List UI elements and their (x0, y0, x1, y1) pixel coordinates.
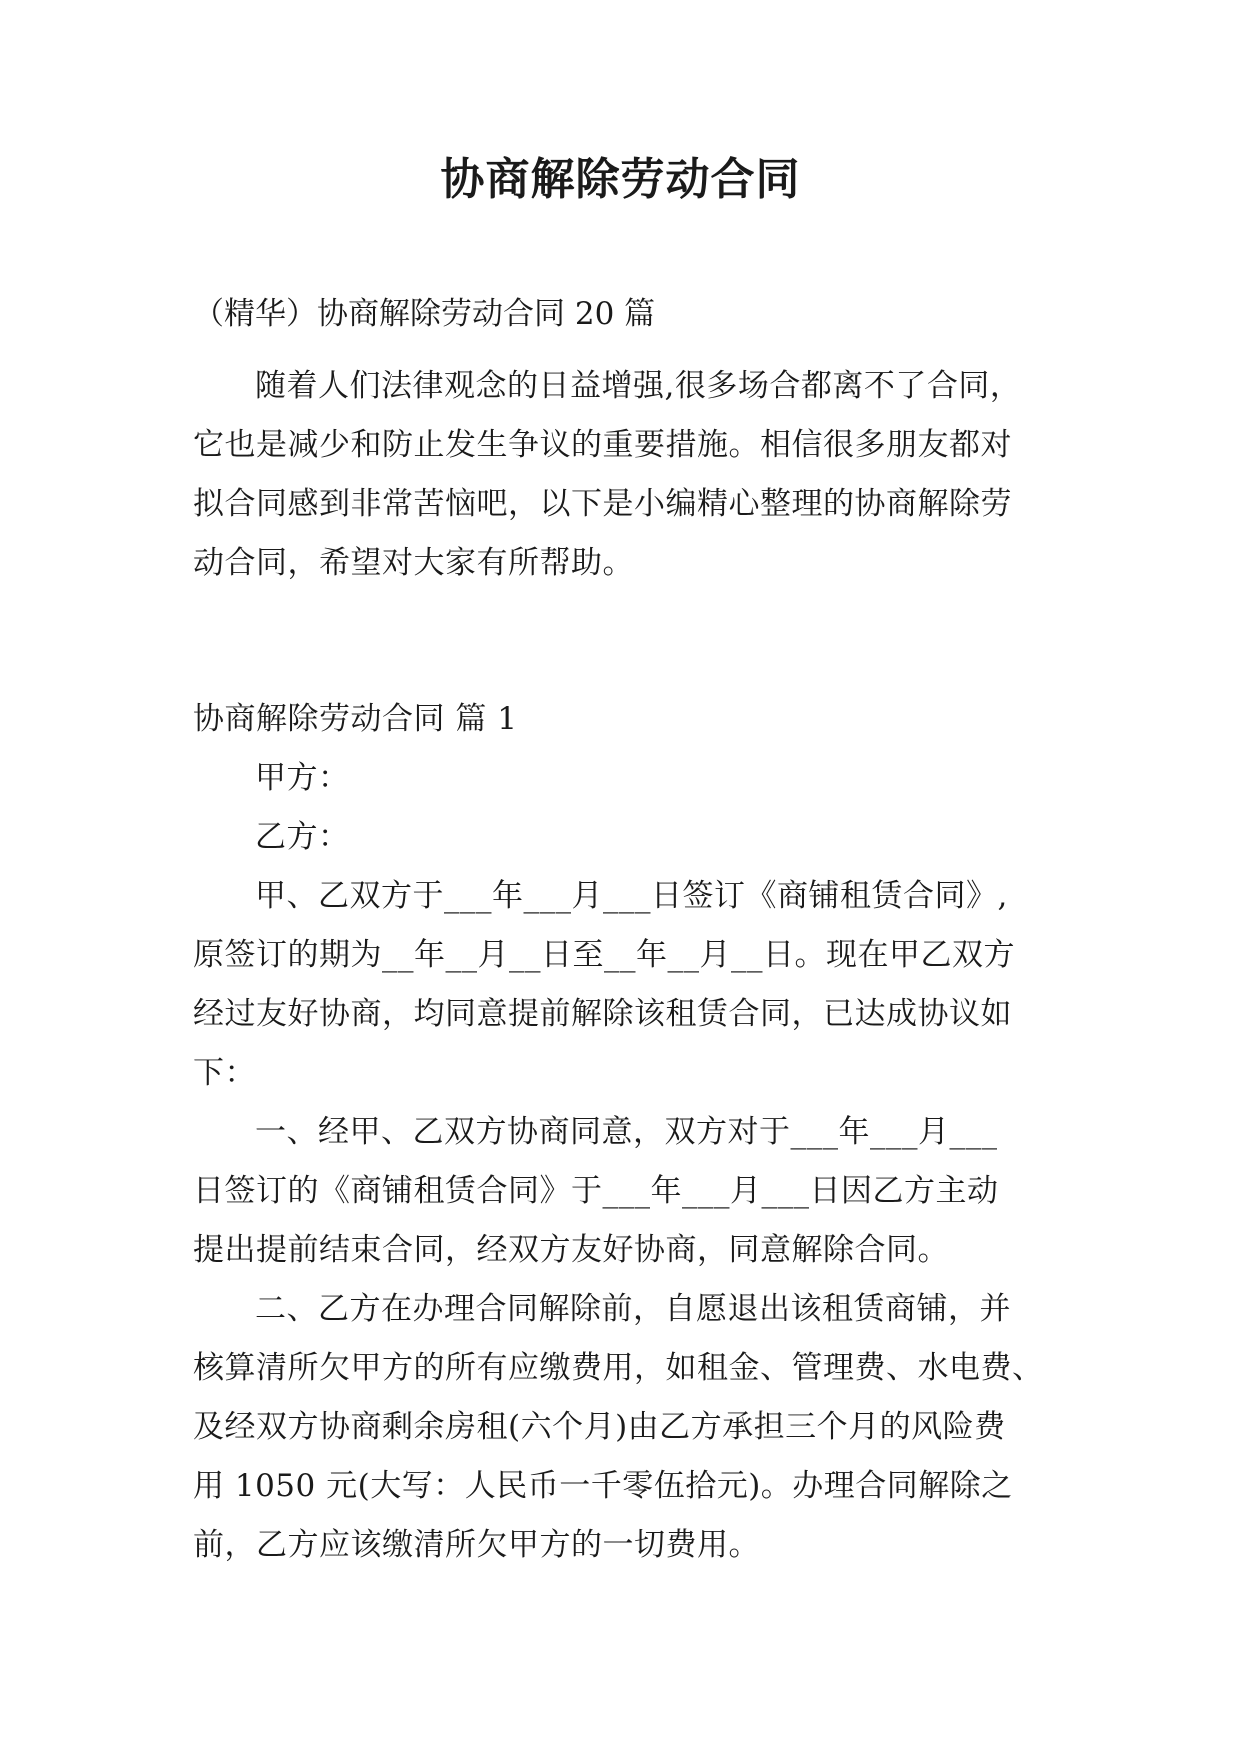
section-heading-block (193, 690, 1073, 867)
paragraph-line: 用 1050 元(大写：人民币一千零伍拾元)。办理合同解除之 (193, 1468, 1013, 1504)
paragraph-line: 经过友好协商，均同意提前解除该租赁合同，已达成协议如 (193, 996, 1012, 1032)
paragraph-line: 前，乙方应该缴清所欠甲方的一切费用。 (193, 1527, 760, 1563)
intro-line: 动合同，希望对大家有所帮助。 (193, 545, 634, 581)
paragraph-line: 提出提前结束合同，经双方友好协商，同意解除合同。 (193, 1232, 949, 1268)
paragraph-line: 一、经甲、乙双方协商同意，双方对于___年___月___ (255, 1114, 998, 1150)
document-title: 协商解除劳动合同 (440, 154, 801, 205)
paragraph-line: 日签订的《商铺租赁合同》于___年___月___日因乙方主动 (193, 1173, 999, 1209)
agreement-clause-2 (193, 1280, 1073, 1575)
intro-paragraph (193, 357, 1073, 593)
paragraph-line: 及经双方协商剩余房租(六个月)由乙方承担三个月的风险费 (193, 1409, 1006, 1445)
intro-line: 随着人们法律观念的日益增强,很多场合都离不了合同， (255, 368, 1022, 404)
paragraph-line: 二、乙方在办理合同解除前，自愿退出该租赁商铺，并 (255, 1291, 1011, 1327)
paragraph-line: 原签订的期为__年__月__日至__年__月__日。现在甲乙双方 (193, 937, 1015, 973)
intro-line: 它也是减少和防止发生争议的重要措施。相信很多朋友都对 (193, 427, 1012, 463)
party-b-label: 乙方： (255, 819, 350, 855)
paragraph-line: 甲、乙双方于___年___月___日签订《商铺租赁合同》, (255, 878, 1008, 914)
agreement-clause-1 (193, 1103, 1073, 1280)
party-a-label: 甲方： (255, 760, 350, 796)
document-subtitle: （精华）协商解除劳动合同 20 篇 (193, 296, 656, 332)
paragraph-line: 下： (193, 1055, 256, 1091)
section-heading: 协商解除劳动合同 篇 1 (193, 701, 518, 737)
intro-line: 拟合同感到非常苦恼吧，以下是小编精心整理的协商解除劳 (193, 486, 1012, 522)
agreement-paragraph-1 (193, 867, 1073, 1103)
paragraph-line: 核算清所欠甲方的所有应缴费用，如租金、管理费、水电费、 (193, 1350, 1044, 1386)
